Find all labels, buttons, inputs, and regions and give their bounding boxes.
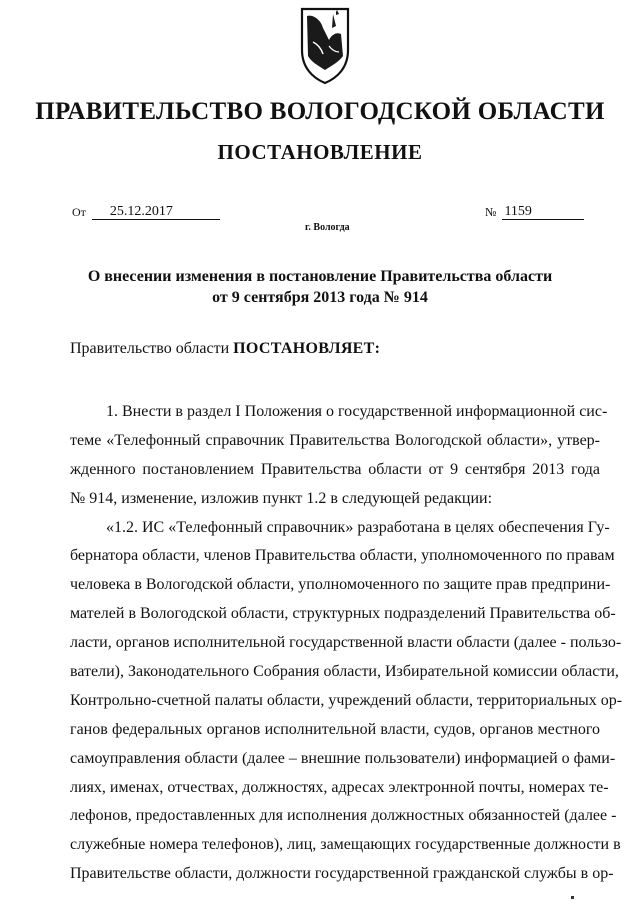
preamble-text: Правительство области	[70, 340, 230, 357]
city-label: г. Вологда	[305, 222, 350, 233]
date-prefix: От	[72, 205, 86, 219]
body-line: ласти, органов исполнительной государственной власти области (далее - пользо-	[70, 634, 622, 652]
body-line: Правительстве области, должности государственной гражданской службы в ор-	[70, 865, 614, 883]
body-line: теме «Телефонный справочник Правительства Вологодской области», утвер-	[70, 431, 600, 449]
body-line: мателей в Вологодской области, структурных подразделений Правительства об-	[70, 605, 616, 623]
body-line: Контрольно-счетной палаты области, учреждений области, территориальных ор-	[70, 691, 623, 709]
document-subject	[80, 266, 560, 308]
preamble-keyword: ПОСТАНОВЛЯЕТ:	[233, 340, 381, 357]
body-line: служебные номера телефонов), лиц, замещающих государственные должности в	[70, 836, 621, 854]
body-line: самоуправления области (далее – внешние пользователи) информацией о фами-	[70, 749, 616, 767]
subject-line: от 9 сентября 2013 года № 914	[212, 289, 428, 306]
date-value: 25.12.2017	[92, 204, 220, 220]
subject-line: О внесении изменения в постановление Правительства области	[87, 268, 553, 285]
body-line: ганов федеральных органов исполнительной власти, судов, органов местного	[70, 720, 600, 738]
body-line: человека в Вологодской области, уполномоченного по защите прав предприни-	[70, 576, 611, 594]
body-line: 1. Внести в раздел I Положения о государственной информационной сис-	[106, 403, 608, 420]
body-line: жденного постановлением Правительства области от 9 сентября 2013 года	[70, 460, 600, 478]
document-body	[70, 398, 623, 889]
scan-mark	[571, 896, 574, 899]
number-prefix: №	[485, 205, 497, 219]
body-line: «1.2. ИС «Телефонный справочник» разработана в целях обеспечения Гу-	[106, 518, 610, 536]
number-field	[485, 204, 584, 220]
body-line: № 914, изменение, изложив пункт 1.2 в следующей редакции:	[70, 489, 493, 507]
number-value: 1159	[502, 204, 584, 220]
coat-of-arms-icon	[299, 6, 351, 86]
body-line: бернатора области, членов Правительства области, уполномоченного по правам	[70, 547, 615, 565]
body-line: лефонов, предоставленных для исполнения должностных обязанностей (далее -	[70, 807, 617, 825]
body-line: лиях, именах, отчествах, должностях, адресах электронной почты, номерах те-	[70, 778, 609, 796]
date-field	[72, 204, 220, 220]
document-kind: ПОСТАНОВЛЕНИЕ	[217, 140, 423, 164]
preamble	[70, 340, 380, 358]
body-line: ватели), Законодательного Собрания области, Избирательной комиссии области,	[70, 663, 619, 681]
government-title: ПРАВИТЕЛЬСТВО ВОЛОГОДСКОЙ ОБЛАСТИ	[35, 98, 605, 125]
